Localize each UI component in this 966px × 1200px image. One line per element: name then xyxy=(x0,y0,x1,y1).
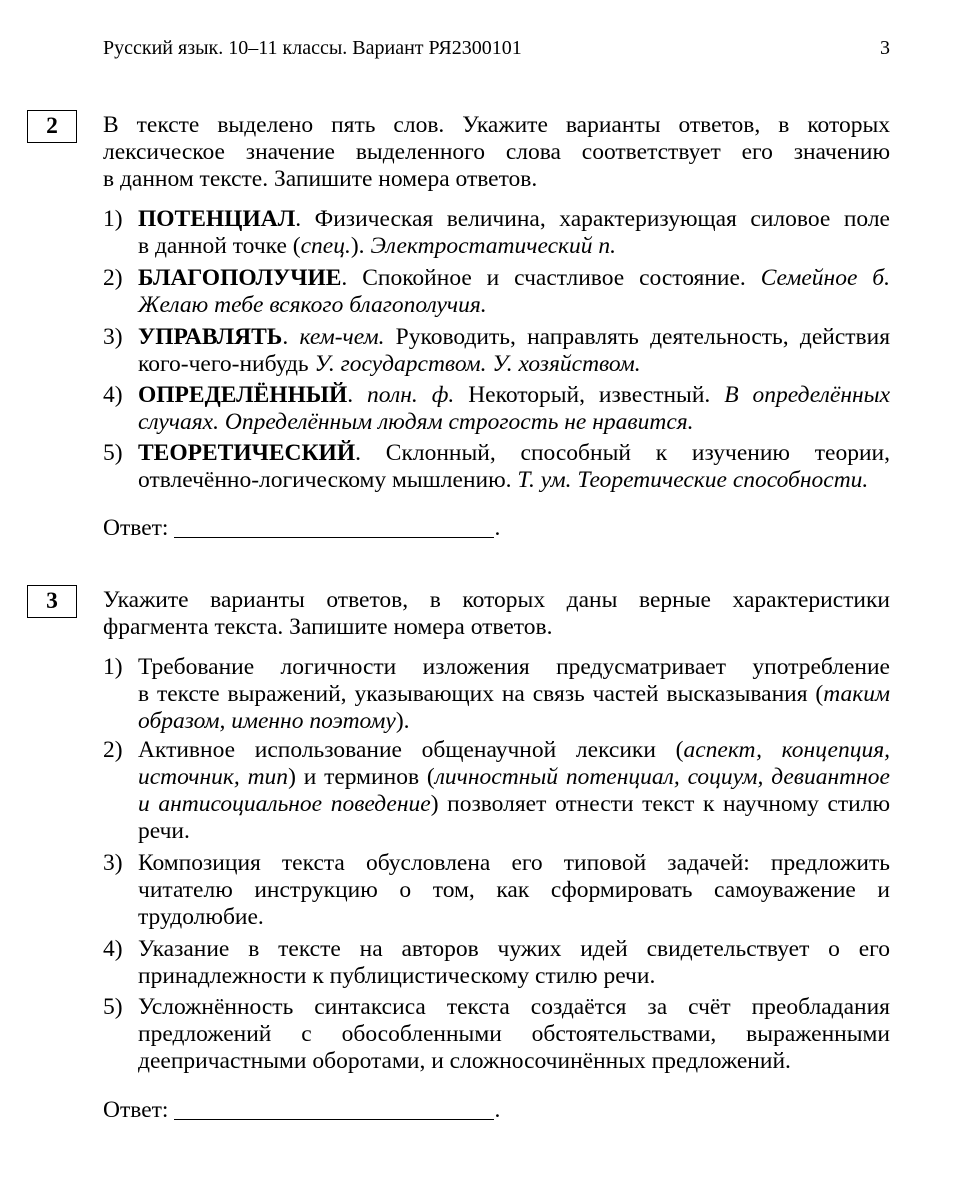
option-line xyxy=(138,440,890,467)
task-number-box xyxy=(27,110,77,143)
prompt-line: лексическое значение выделенного слова соответствует его значению xyxy=(103,139,890,165)
example-words: источник, тип xyxy=(138,764,289,790)
prompt-line: в данном тексте. Запишите номера ответов. xyxy=(103,166,538,192)
statement-text: Усложнённость синтаксиса текста создаётся за счёт преобладания xyxy=(138,994,890,1020)
option-text xyxy=(138,265,890,319)
statement-text: ) и терминов ( xyxy=(288,764,435,790)
option-line xyxy=(138,764,890,791)
answer-option-3 xyxy=(103,324,890,378)
option-number: 2) xyxy=(103,265,123,291)
option-line xyxy=(138,791,890,818)
answer-suffix: . xyxy=(494,515,501,541)
answer-blank-line xyxy=(174,517,494,538)
option-line xyxy=(138,904,890,931)
option-number: 4) xyxy=(103,936,123,962)
statement-text: читателю инструкцию о том, как сформировать самоуважение и xyxy=(138,877,890,903)
example-words: аспект, концепция, xyxy=(683,737,891,763)
answer-row xyxy=(103,515,500,542)
statement-text: Требование логичности изложения предусматривает употребление xyxy=(138,654,890,680)
answer-label: Ответ: xyxy=(103,1097,169,1123)
definition-text: отвлечённо-логическому мышлению. xyxy=(138,467,518,493)
option-number: 3) xyxy=(103,324,123,350)
task-number: 2 xyxy=(46,113,58,139)
option-line xyxy=(138,877,890,904)
answer-option-2 xyxy=(103,737,890,845)
definition-text: в данной точке ( xyxy=(138,233,301,259)
option-line xyxy=(138,963,890,990)
statement-text: в тексте выражений, указывающих на связь частей высказывания ( xyxy=(138,681,824,707)
option-text xyxy=(138,654,890,735)
option-line xyxy=(138,994,890,1021)
answer-option-2 xyxy=(103,265,890,319)
option-text xyxy=(138,324,890,378)
option-line xyxy=(138,936,890,963)
definition-text: ). xyxy=(350,233,371,259)
option-text xyxy=(138,440,890,494)
headword: УПРАВЛЯТЬ xyxy=(138,324,283,350)
option-text xyxy=(138,737,890,845)
option-line xyxy=(138,382,890,409)
definition-text: Некоторый, известный. xyxy=(454,382,725,408)
usage-label: кем-чем. xyxy=(299,324,385,350)
option-text xyxy=(138,206,890,260)
example-words: и антисоциальное поведение xyxy=(138,791,431,817)
option-line xyxy=(138,681,890,708)
option-number: 4) xyxy=(103,382,123,408)
answer-option-5 xyxy=(103,440,890,494)
option-line xyxy=(138,233,890,260)
option-line xyxy=(138,467,890,494)
statement-text: Указание в тексте на авторов чужих идей свидетельствует о его xyxy=(138,936,890,962)
usage-example: В определённых xyxy=(724,382,890,408)
option-text xyxy=(138,936,890,990)
option-line xyxy=(138,818,890,845)
task-prompt xyxy=(103,112,890,193)
answer-option-1 xyxy=(103,206,890,260)
statement-text: ). xyxy=(395,708,410,734)
option-number: 1) xyxy=(103,206,123,232)
option-line xyxy=(138,206,890,233)
answer-option-3 xyxy=(103,850,890,931)
option-text xyxy=(138,850,890,931)
option-line xyxy=(138,850,890,877)
usage-label: спец. xyxy=(300,233,351,259)
definition-text: . Физическая величина, характеризующая силовое поле xyxy=(295,206,890,232)
definition-text: . Спокойное и счастливое состояние. xyxy=(341,265,761,291)
task-number-box xyxy=(27,585,77,618)
definition-text: Руководить, направлять деятельность, действия xyxy=(384,324,891,350)
prompt-line: В тексте выделено пять слов. Укажите варианты ответов, в которых xyxy=(103,112,890,138)
option-line xyxy=(138,737,890,764)
example-words: таким xyxy=(823,681,890,707)
option-line xyxy=(138,1048,890,1075)
answer-suffix: . xyxy=(494,1097,501,1123)
usage-example: случаях. Определённым людям строгость не нравится. xyxy=(138,409,694,435)
statement-text: трудолюбие. xyxy=(138,904,264,930)
headword: ТЕОРЕТИЧЕСКИЙ xyxy=(138,440,356,466)
definition-text: . xyxy=(347,382,368,408)
usage-example: Желаю тебе всякого благополучия. xyxy=(138,292,487,318)
option-number: 1) xyxy=(103,654,123,680)
option-line xyxy=(138,708,890,735)
page-number: 3 xyxy=(880,37,890,59)
task-number: 3 xyxy=(46,588,58,614)
option-number: 2) xyxy=(103,737,123,763)
option-line xyxy=(138,1021,890,1048)
statement-text: Композиция текста обусловлена его типовой задачей: предложить xyxy=(138,850,890,876)
statement-text: предложений с обособленными обстоятельствами, выраженными xyxy=(138,1021,890,1047)
statement-text: ) позволяет отнести текст к научному стилю xyxy=(430,791,891,817)
definition-text: . Склонный, способный к изучению теории, xyxy=(355,440,890,466)
usage-example: У. государством. У. хозяйством. xyxy=(314,351,641,377)
task-prompt xyxy=(103,587,890,641)
answer-option-4 xyxy=(103,936,890,990)
option-number: 3) xyxy=(103,850,123,876)
answer-option-5 xyxy=(103,994,890,1075)
statement-text: Активное использование общенаучной лексики ( xyxy=(138,737,684,763)
usage-label: полн. ф. xyxy=(367,382,455,408)
statement-text: деепричастными оборотами, и сложносочинённых предложений. xyxy=(138,1048,791,1074)
definition-text: кого-чего-нибудь xyxy=(138,351,315,377)
option-number: 5) xyxy=(103,994,123,1020)
prompt-line: фрагмента текста. Запишите номера ответов. xyxy=(103,614,553,640)
answer-label: Ответ: xyxy=(103,515,169,541)
option-text xyxy=(138,994,890,1075)
definition-text: . xyxy=(282,324,300,350)
answer-blank-line xyxy=(174,1099,494,1120)
example-words: образом, именно поэтому xyxy=(138,708,396,734)
headword: ПОТЕНЦИАЛ xyxy=(138,206,296,232)
option-line xyxy=(138,292,890,319)
headword: БЛАГОПОЛУЧИЕ xyxy=(138,265,342,291)
option-line xyxy=(138,654,890,681)
statement-text: принадлежности к публицистическому стилю речи. xyxy=(138,963,656,989)
usage-example: Т. ум. Теоретические способности. xyxy=(517,467,869,493)
option-text xyxy=(138,382,890,436)
page-header-title: Русский язык. 10–11 классы. Вариант РЯ2300101 xyxy=(103,37,522,59)
usage-example: Семейное б. xyxy=(760,265,890,291)
option-line xyxy=(138,324,890,351)
example-words: личностный потенциал, социум, девиантное xyxy=(434,764,890,790)
statement-text: речи. xyxy=(138,818,190,844)
answer-row xyxy=(103,1097,500,1124)
prompt-line: Укажите варианты ответов, в которых даны верные характеристики xyxy=(103,587,890,613)
answer-option-1 xyxy=(103,654,890,735)
option-line xyxy=(138,409,890,436)
option-line xyxy=(138,351,890,378)
headword: ОПРЕДЕЛЁННЫЙ xyxy=(138,382,348,408)
option-number: 5) xyxy=(103,440,123,466)
option-line xyxy=(138,265,890,292)
answer-option-4 xyxy=(103,382,890,436)
usage-example: Электростатический п. xyxy=(370,233,616,259)
